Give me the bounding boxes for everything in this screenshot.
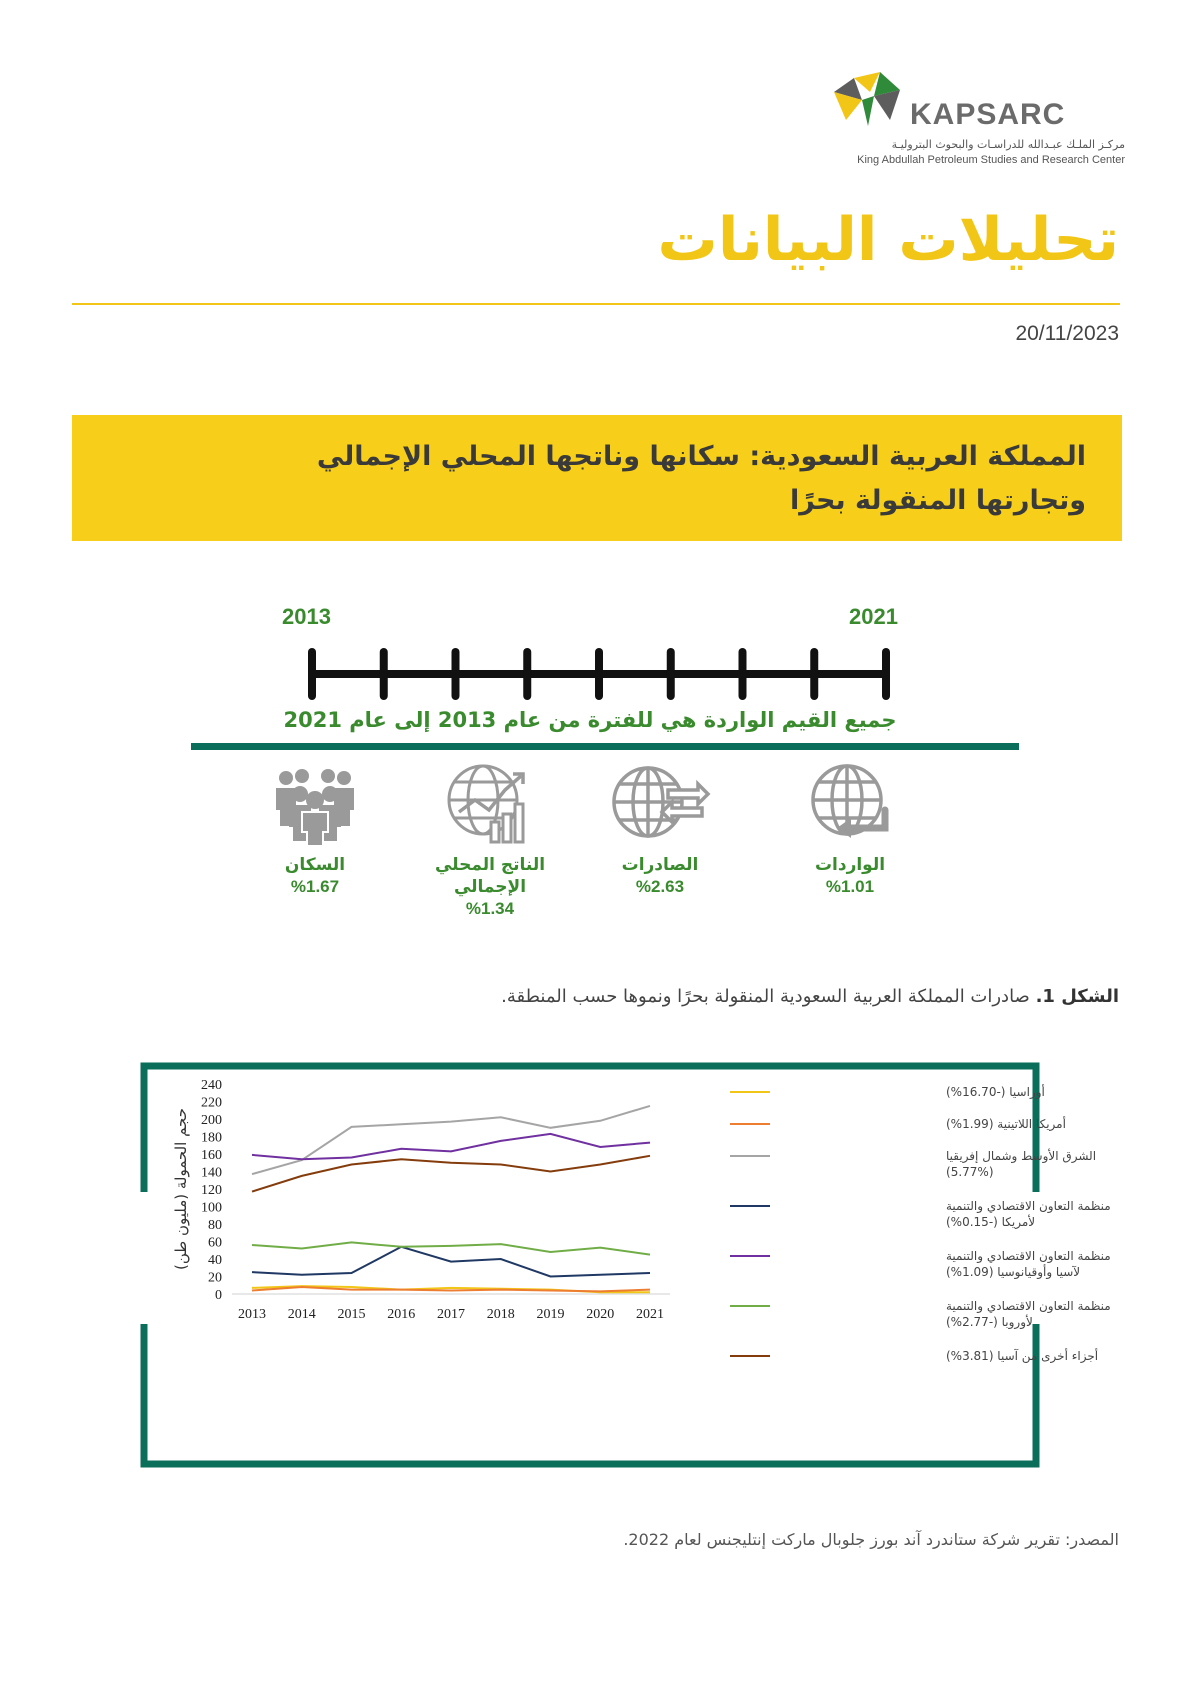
legend-label-line2: لأمريكا (-0.15%) bbox=[946, 1215, 1036, 1229]
y-axis-label: حجم الحمولة (مليون طن) bbox=[172, 1107, 190, 1271]
legend-label: أمريكا اللاتينية (1.99%) bbox=[946, 1117, 1066, 1131]
legend-label-line2: لآسيا وأوقيانوسيا (1.09%) bbox=[946, 1265, 1081, 1279]
y-tick-label: 200 bbox=[201, 1113, 222, 1128]
stat-exports bbox=[580, 760, 740, 898]
timeline-end-year: 2021 bbox=[849, 604, 898, 629]
stat-value: %2.63 bbox=[635, 877, 685, 896]
y-tick-label: 220 bbox=[201, 1095, 222, 1111]
stat-label-line1: الناتج المحلي bbox=[434, 855, 546, 875]
stat-value: %1.67 bbox=[290, 877, 340, 896]
y-tick-label: 240 bbox=[201, 1078, 222, 1093]
timeline bbox=[270, 604, 910, 744]
timeline-note: جميع القيم الواردة هي للفترة من عام 2013 إلى عام 2021 bbox=[283, 708, 897, 732]
stat-value: %1.01 bbox=[825, 877, 875, 896]
x-tick-label: 2016 bbox=[387, 1307, 416, 1322]
x-tick-label: 2019 bbox=[536, 1307, 565, 1322]
stat-population bbox=[235, 760, 395, 898]
legend-label-line2: (5.77%) bbox=[946, 1165, 994, 1179]
legend-label: منظمة التعاون الاقتصادي والتنمية bbox=[946, 1249, 1111, 1263]
logo-arabic-name: مركـز الملـك عبـدالله للدراسـات والبحوث البتروليـة bbox=[891, 138, 1125, 151]
stat-label: الصادرات bbox=[621, 855, 699, 875]
series-line bbox=[252, 1134, 650, 1159]
figure-caption bbox=[501, 986, 1119, 1007]
series-line bbox=[252, 1247, 650, 1277]
y-tick-label: 40 bbox=[208, 1253, 222, 1268]
chart-frame bbox=[140, 1062, 1111, 1468]
banner-title-line2: وتجارتها المنقولة بحرًا bbox=[790, 485, 1086, 516]
series-line bbox=[252, 1106, 650, 1174]
x-tick-label: 2020 bbox=[586, 1307, 615, 1322]
page-title: تحليلات البيانات bbox=[657, 205, 1119, 275]
line-chart bbox=[140, 1062, 1111, 1468]
exports-globe-icon bbox=[610, 760, 710, 846]
timeline-axis bbox=[270, 644, 910, 704]
x-tick-label: 2013 bbox=[238, 1307, 266, 1322]
logo-brand: KAPSARC bbox=[910, 98, 1066, 131]
figure-caption-text: صادرات المملكة العربية السعودية المنقولة بحرًا ونموها حسب المنطقة. bbox=[501, 986, 1030, 1007]
banner-title-line1: المملكة العربية السعودية: سكانها وناتجها المحلي الإجمالي bbox=[316, 441, 1086, 472]
y-tick-label: 80 bbox=[208, 1218, 222, 1233]
legend-label: أوراسيا (-16.70%) bbox=[946, 1085, 1045, 1099]
y-tick-label: 120 bbox=[201, 1183, 222, 1198]
x-tick-label: 2018 bbox=[486, 1307, 515, 1322]
y-tick-label: 60 bbox=[208, 1235, 222, 1251]
legend-label: الشرق الأوسط وشمال إفريقيا bbox=[946, 1149, 1097, 1163]
figure-label: الشكل 1. bbox=[1035, 986, 1119, 1007]
y-tick-label: 20 bbox=[208, 1270, 222, 1286]
y-tick-label: 160 bbox=[201, 1148, 222, 1163]
stat-label-line2: الإجمالي bbox=[453, 877, 527, 897]
imports-globe-icon bbox=[807, 760, 893, 846]
gdp-growth-icon bbox=[445, 760, 535, 846]
legend-label: أجزاء أخرى من آسيا (3.81%) bbox=[946, 1349, 1099, 1363]
y-tick-label: 180 bbox=[201, 1130, 222, 1146]
x-tick-label: 2017 bbox=[437, 1307, 465, 1322]
legend-label: منظمة التعاون الاقتصادي والتنمية bbox=[946, 1299, 1111, 1313]
series-line bbox=[252, 1242, 650, 1254]
stat-label: الواردات bbox=[814, 855, 886, 875]
x-tick-label: 2021 bbox=[636, 1307, 664, 1322]
banner-title bbox=[186, 435, 1086, 523]
y-tick-label: 100 bbox=[201, 1200, 222, 1216]
legend-label: منظمة التعاون الاقتصادي والتنمية bbox=[946, 1199, 1111, 1213]
section-divider bbox=[191, 743, 1019, 750]
x-tick-label: 2014 bbox=[287, 1307, 316, 1322]
stat-label bbox=[410, 854, 570, 898]
title-banner bbox=[72, 415, 1122, 541]
x-tick-label: 2015 bbox=[337, 1307, 366, 1322]
publish-date: 20/11/2023 bbox=[1015, 322, 1119, 345]
stat-imports bbox=[770, 760, 930, 898]
y-tick-label: 0 bbox=[215, 1288, 222, 1303]
series-line bbox=[252, 1156, 650, 1192]
logo-english-name: King Abdullah Petroleum Studies and Research Center bbox=[857, 154, 1125, 166]
kapsarc-logo bbox=[820, 62, 1130, 172]
stat-label: السكان bbox=[284, 855, 346, 875]
legend-label-line2: لأوروبا (-2.77%) bbox=[946, 1315, 1033, 1329]
timeline-start-year: 2013 bbox=[282, 604, 331, 629]
stat-gdp bbox=[410, 760, 570, 920]
source-note: المصدر: تقرير شركة ستاندرد آند بورز جلوبال ماركت إنتليجنس لعام 2022. bbox=[623, 1530, 1119, 1549]
y-tick-label: 140 bbox=[201, 1165, 222, 1181]
kapsarc-emblem-icon bbox=[832, 70, 902, 130]
population-icon bbox=[270, 760, 360, 846]
title-divider bbox=[72, 303, 1120, 305]
stat-value: %1.34 bbox=[465, 899, 515, 918]
